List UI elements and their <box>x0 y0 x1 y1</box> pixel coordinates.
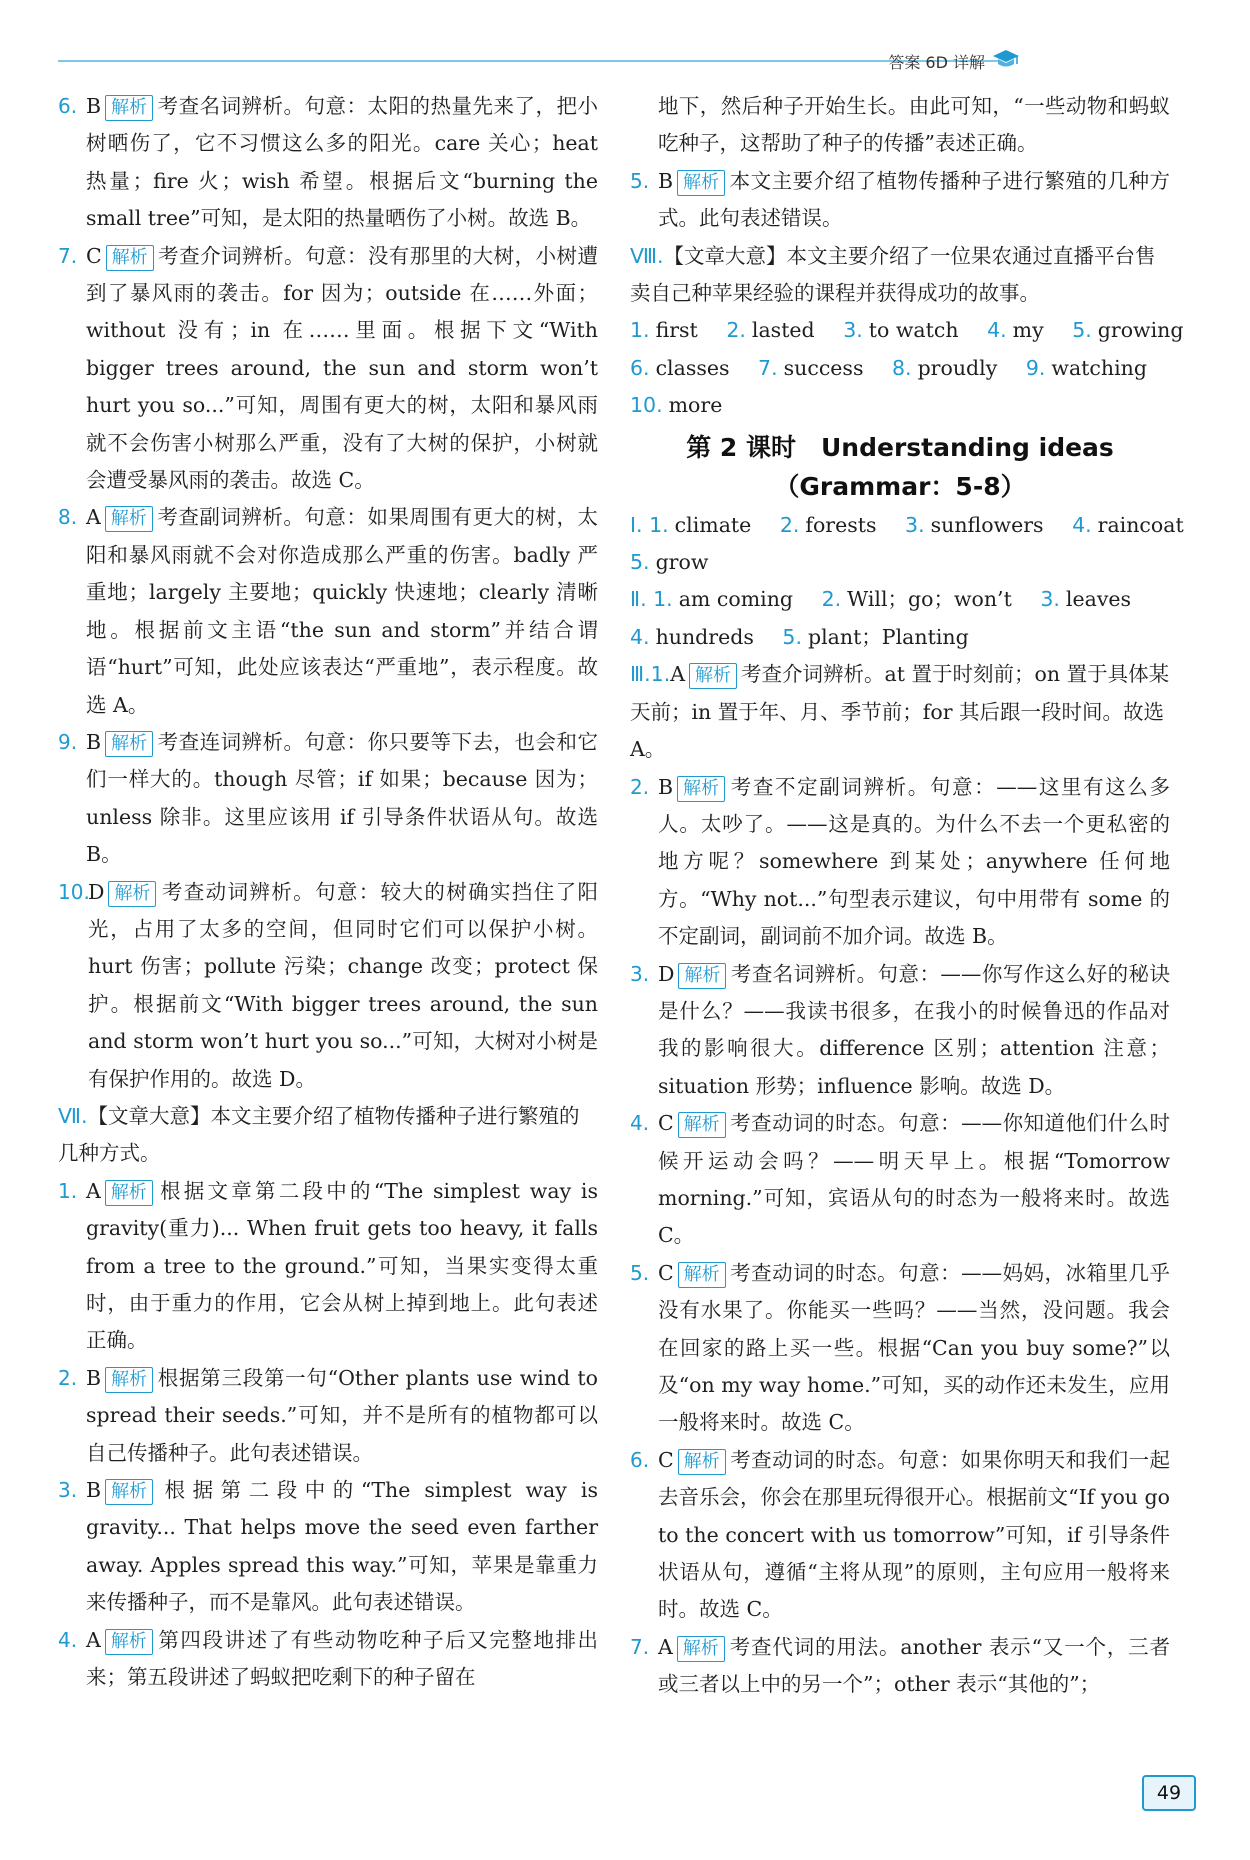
answer-row: 6. classes 7. success 8. proudly 9. watching <box>630 355 1147 380</box>
answer-item: 8. A 解析 考查副词辨析。句意：如果周围有更大的树，太阳和暴风雨就不会对你造成那么严重的伤害。badly 严重地；largely 主要地；quickly 快速地；clearly 清晰地。根据前文主语“the sun and storm”并结合谓语“hurt”可知，此处应该表达“严重地”，表示程度。故选 A。 <box>58 505 598 717</box>
answer-item: 3. B 解析 根据第二段中的“The simplest way is gravity... That helps move the seed even farther away. Apples spread this way.”可知，苹果是靠重力来传播种子，而不是靠风。此句表述错误。 <box>58 1478 598 1615</box>
analysis-tag: 解析 <box>105 506 153 532</box>
mortarboard-icon <box>992 48 1020 70</box>
right-column <box>630 88 1184 1704</box>
analysis-tag: 解析 <box>689 663 737 689</box>
answer-item: 10. D 解析 考查动词辨析。句意：较大的树确实挡住了阳光，占用了太多的空间，但同时它们可以保护小树。hurt 伤害；pollute 污染；change 改变；protect 保护。根据前文“With bigger trees around, the sun and storm won’t hurt you so...”可知，大树对小树是有保护作用的。故选 D。 <box>58 879 598 1091</box>
answer-row: Ⅱ. 1. am coming 2. Will；go；won’t 3. leaves <box>630 587 1132 612</box>
answer-item: Ⅲ.1.A 解析 考查介词辨析。at 置于时刻前；on 置于具体某天前；in 置于年、月、季节前；for 其后跟一段时间。故选 A。 <box>630 662 1170 762</box>
answer-row: 10. more <box>630 393 723 418</box>
answer-row: 1. first 2. lasted 3. to watch 4. my 5. growing <box>630 318 1184 343</box>
analysis-tag: 解析 <box>678 963 726 989</box>
page-number: 49 <box>1142 1775 1196 1811</box>
analysis-tag: 解析 <box>105 1180 153 1206</box>
section-intro: Ⅶ.【文章大意】本文主要介绍了植物传播种子进行繁殖的几种方式。 <box>58 1103 580 1166</box>
analysis-tag: 解析 <box>677 170 725 196</box>
analysis-tag: 解析 <box>105 731 153 757</box>
analysis-tag: 解析 <box>678 1262 726 1288</box>
answer-item: 7. A 解析 考查代词的用法。another 表示“又一个，三者或三者以上中的另一个”；other 表示“其他的”； <box>630 1634 1170 1697</box>
answer-item: 6. B 解析 考查名词辨析。句意：太阳的热量先来了，把小树晒伤了，它不习惯这么多的阳光。care 关心；heat 热量；fire 火；wish 希望。根据后文“burning the small tree”可知，是太阳的热量晒伤了小树。故选 B。 <box>58 94 598 231</box>
section-intro: Ⅷ.【文章大意】本文主要介绍了一位果农通过直播平台售卖自己种苹果经验的课程并获得成功的故事。 <box>630 243 1156 306</box>
analysis-tag: 解析 <box>678 1112 726 1138</box>
analysis-tag: 解析 <box>677 1636 725 1662</box>
answer-item: 5. C 解析 考查动词的时态。句意：——妈妈，冰箱里几乎没有水果了。你能买一些吗？——当然，没问题。我会在回家的路上买一些。根据“Can you buy some?”以及“on my way home.”可知，买的动作还未发生，应用一般将来时。故选 C。 <box>630 1260 1170 1435</box>
analysis-tag: 解析 <box>105 95 153 121</box>
answer-item: 5. B 解析 本文主要介绍了植物传播种子进行繁殖的几种方式。此句表述错误。 <box>630 168 1170 231</box>
left-column <box>58 88 598 1696</box>
analysis-tag: 解析 <box>105 1629 153 1655</box>
answer-item: 3. D 解析 考查名词辨析。句意：——你写作这么好的秘诀是什么？——我读书很多，在我小的时候鲁迅的作品对我的影响很大。difference 区别；attention 注意；situation 形势；influence 影响。故选 D。 <box>630 961 1170 1098</box>
answer-item: 6. C 解析 考查动词的时态。句意：如果你明天和我们一起去音乐会，你会在那里玩得很开心。根据前文“If you go to the concert with us tomorrow”可知，if 引导条件状语从句，遵循“主将从现”的原则，主句应用一般将来时。故选 C。 <box>630 1447 1170 1622</box>
answer-item: 7. C 解析 考查介词辨析。句意：没有那里的大树，小树遭到了暴风雨的袭击。for 因为；outside 在……外面；without 没有；in 在……里面。根据下文“With bigger trees around, the sun and storm won’t hurt you so...”可知，周围有更大的树，太阳和暴风雨就不会伤害小树那么严重，没有了大树的保护，小树就会遭受暴风雨的袭击。故选 C。 <box>58 243 598 493</box>
answer-item: 2. B 解析 根据第三段第一句“Other plants use wind to spread their seeds.”可知，并不是所有的植物都可以自己传播种子。此句表述错误。 <box>58 1365 598 1465</box>
analysis-tag: 解析 <box>677 776 725 802</box>
analysis-tag: 解析 <box>106 245 154 271</box>
lesson-title: 第 2 课时 Understanding ideas <box>686 432 1114 462</box>
continuation-text: 地下，然后种子开始生长。由此可知，“一些动物和蚂蚁吃种子，这帮助了种子的传播”表述正确。 <box>658 94 1170 156</box>
answer-item: 9. B 解析 考查连词辨析。句意：你只要等下去，也会和它们一样大的。though 尽管；if 如果；because 因为；unless 除非。这里应该用 if 引导条件状语从句。故选 B。 <box>58 729 598 867</box>
answer-item: 4. A 解析 第四段讲述了有些动物吃种子后又完整地排出来；第五段讲述了蚂蚁把吃剩下的种子留在 <box>58 1627 598 1690</box>
analysis-tag: 解析 <box>105 1367 153 1393</box>
header-title: 答案 6D 详解 <box>888 53 985 72</box>
analysis-tag: 解析 <box>105 1479 153 1505</box>
answer-row: 5. grow <box>630 550 709 575</box>
answer-row: Ⅰ. 1. climate 2. forests 3. sunflowers 4. raincoat <box>630 512 1184 537</box>
answer-item: 1. A 解析 根据文章第二段中的“The simplest way is gravity(重力)... When fruit gets too heavy, it falls from a tree to the ground.”可知，当果实变得太重时，由于重力的作用，它会从树上掉到地上。此句表述正确。 <box>58 1178 598 1353</box>
answer-item: 4. C 解析 考查动词的时态。句意：——你知道他们什么时候开运动会吗？——明天早上。根据“Tomorrow morning.”可知，宾语从句的时态为一般将来时。故选 C。 <box>630 1111 1170 1248</box>
answer-row: 4. hundreds 5. plant；Planting <box>630 624 969 649</box>
lesson-subtitle: （Grammar：5-8） <box>774 471 1026 501</box>
analysis-tag: 解析 <box>678 1449 726 1475</box>
header-rule <box>58 60 998 62</box>
analysis-tag: 解析 <box>108 881 156 907</box>
answer-item: 2. B 解析 考查不定副词辨析。句意：——这里有这么多人。太吵了。——这是真的。为什么不去一个更私密的地方呢？somewhere 到某处；anywhere 任何地方。“Why not...”句型表示建议，句中用带有 some 的不定副词，副词前不加介词。故选 B。 <box>630 774 1170 949</box>
